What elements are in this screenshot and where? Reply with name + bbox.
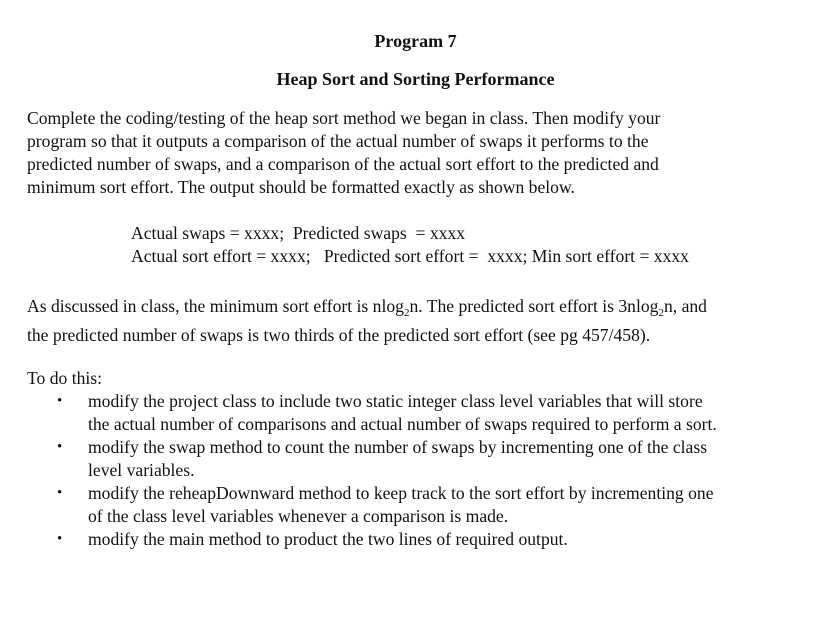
output-format-example — [131, 222, 689, 268]
list-item-text: the actual number of comparisons and actual number of swaps required to perform a sort. — [88, 414, 717, 434]
list-item-text: modify the project class to include two static integer class level variables that will store — [88, 391, 703, 411]
list-item-text: modify the main method to product the two lines of required output. — [88, 529, 568, 549]
intro-paragraph — [27, 107, 817, 199]
list-item — [0, 482, 831, 528]
list-item — [0, 436, 831, 482]
intro-line: Complete the coding/testing of the heap sort method we began in class. Then modify your — [27, 108, 661, 128]
intro-line: minimum sort effort. The output should be formatted exactly as shown below. — [27, 177, 575, 197]
list-item-text: modify the reheapDownward method to keep track to the sort effort by incrementing one — [88, 483, 714, 503]
intro-line: predicted number of swaps, and a comparison of the actual sort effort to the predicted and — [27, 154, 659, 174]
discussion-text: As discussed in class, the minimum sort effort is nlog — [27, 296, 404, 316]
output-format-line-swaps: Actual swaps = xxxx; Predicted swaps = xxxx — [131, 223, 466, 243]
discussion-line-1 — [27, 292, 817, 321]
assignment-title: Heap Sort and Sorting Performance — [276, 69, 555, 89]
discussion-text: n, and — [663, 296, 707, 316]
bullet-icon: • — [57, 393, 63, 409]
bullet-icon: • — [57, 531, 63, 547]
program-title: Program 7 — [374, 31, 457, 51]
list-item-text: of the class level variables whenever a comparison is made. — [88, 506, 509, 526]
bullet-icon: • — [57, 485, 63, 501]
intro-line: program so that it outputs a comparison of the actual number of swaps it performs to the — [27, 131, 649, 151]
discussion-line-2: the predicted number of swaps is two thirds of the predicted sort effort (see pg 457/458). — [27, 325, 651, 345]
list-item-text: modify the swap method to count the number of swaps by incrementing one of the class — [88, 437, 708, 457]
list-item — [0, 390, 831, 436]
discussion-text: n. The predicted sort effort is 3nlog — [409, 296, 659, 316]
log-base-subscript: 2 — [658, 307, 664, 319]
todo-list — [0, 390, 831, 551]
discussion-paragraph — [27, 292, 817, 350]
bullet-icon: • — [57, 439, 63, 455]
todo-lead: To do this: — [27, 368, 103, 388]
list-item-text: level variables. — [88, 460, 195, 480]
log-base-subscript: 2 — [403, 307, 410, 319]
output-format-line-effort: Actual sort effort = xxxx; Predicted sort effort = xxxx; Min sort effort = xxxx — [131, 246, 689, 266]
list-item — [0, 528, 831, 551]
